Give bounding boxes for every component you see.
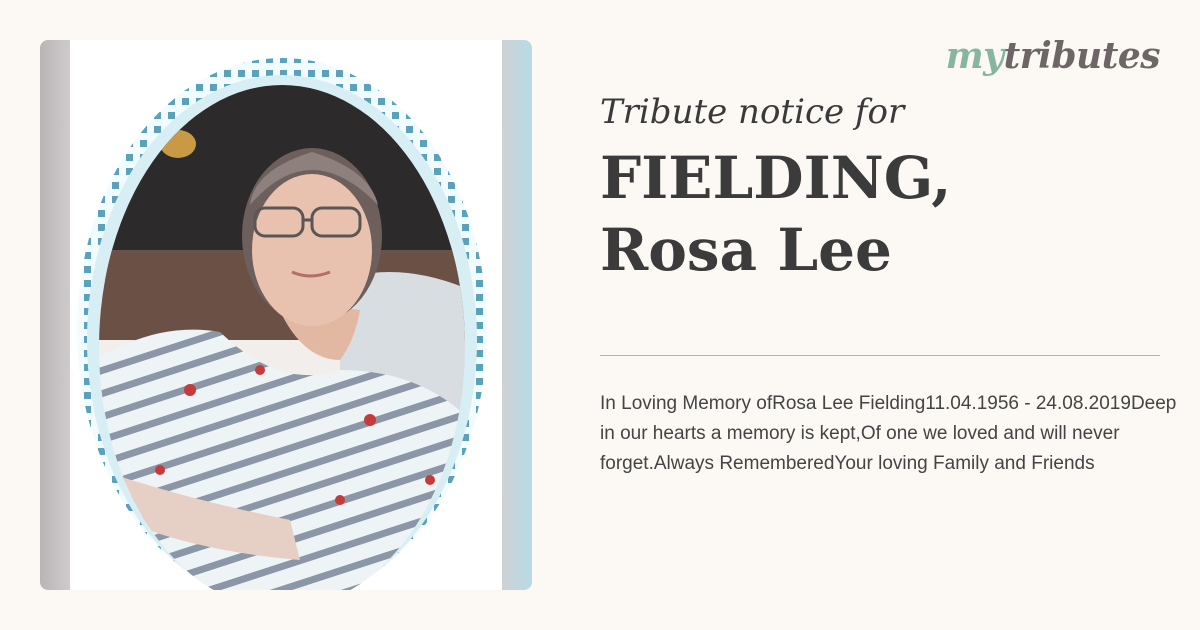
- tribute-heading: Tribute notice for: [600, 92, 905, 132]
- tribute-photo: [40, 40, 532, 590]
- given-names: Rosa Lee: [600, 216, 892, 284]
- portrait-image: [40, 40, 532, 590]
- tribute-message: In Loving Memory ofRosa Lee Fielding11.04.1956 - 24.08.2019Deep in our hearts a memory is kept,Of one we loved and will never forget.Always RememberedYour loving Family and Friends: [600, 393, 1177, 474]
- logo-my: my: [945, 35, 1004, 77]
- mytributes-logo[interactable]: [945, 35, 1160, 77]
- deceased-name: [600, 142, 951, 286]
- divider: [600, 355, 1160, 356]
- logo-tributes: tributes: [1003, 35, 1160, 77]
- surname: FIELDING,: [600, 144, 952, 212]
